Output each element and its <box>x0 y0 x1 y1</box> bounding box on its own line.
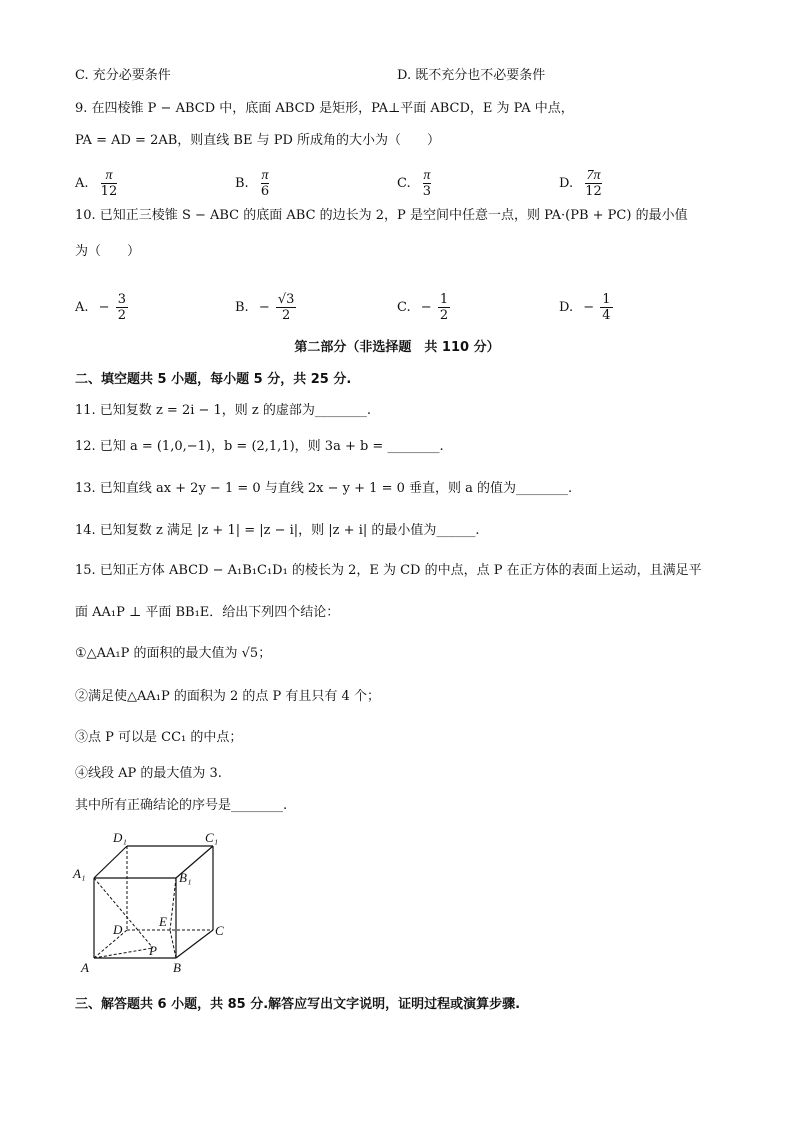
q9-option-d: D. $\frac{7\pi}{12}$ <box>559 168 602 199</box>
segment-a1-p <box>94 878 153 948</box>
edge-b-c <box>176 930 213 958</box>
q9-line2: PA = AD = 2AB，则直线 BE 与 PD 所成角的大小为（ ） <box>75 133 441 148</box>
q9-line1: 9. 在四棱锥 P − ABCD 中，底面 ABCD 是矩形，PA⊥平面 ABCD，E 为 PA 中点， <box>75 101 574 116</box>
label-d: D <box>113 922 123 937</box>
q9-option-b: B. $\frac{\pi}{6}$ <box>235 168 270 199</box>
fraction: $\frac{\pi}{12}$ <box>100 168 118 199</box>
q8-option-d: D. 既不充分也不必要条件 <box>397 68 546 83</box>
q11: 11. 已知复数 z = 2i − 1，则 z 的虚部为________. <box>75 403 372 418</box>
segment-a-p <box>94 948 153 958</box>
label-e: E <box>159 914 167 929</box>
q15-conclusion-2: ②满足使△AA₁P 的面积为 2 的点 P 有且只有 4 个； <box>75 689 380 704</box>
segment-b1-e <box>170 878 176 930</box>
label-a: A <box>81 960 89 975</box>
q15-conclusion-1: ①△AA₁P 的面积的最大值为 √5； <box>75 646 272 661</box>
label-d1: D₁ <box>113 830 127 845</box>
q10-option-d: D. − $\frac{1}{4}$ <box>559 292 611 323</box>
label-c: C <box>215 923 224 938</box>
fraction: $\frac{√3}{2}$ <box>277 292 295 323</box>
q10-line2: 为（ ） <box>75 244 141 259</box>
fraction: $\frac{1}{2}$ <box>439 292 449 323</box>
label-c1: C₁ <box>205 830 219 845</box>
cube-figure <box>65 822 245 982</box>
label-b: B <box>173 960 181 975</box>
q9-option-a: A. $\frac{\pi}{12}$ <box>75 168 118 199</box>
q15-conclusion-3: ③点 P 可以是 CC₁ 的中点； <box>75 730 243 745</box>
part2-title: 第二部分（非选择题 共 110 分） <box>294 340 500 355</box>
q14: 14. 已知复数 z 满足 |z + 1| = |z − i|，则 |z + i| 的最小值为______. <box>75 523 480 538</box>
segment-b-e <box>170 930 176 958</box>
q8-option-c: C. 充分必要条件 <box>75 68 171 83</box>
q12: 12. 已知 a = (1,0,−1)，b = (2,1,1)，则 3a + b = ________. <box>75 439 444 454</box>
q15-line2: 面 AA₁P ⊥ 平面 BB₁E．给出下列四个结论： <box>75 605 340 620</box>
fraction: $\frac{1}{4}$ <box>602 292 611 323</box>
edge-a1-d1 <box>94 846 127 878</box>
fraction: $\frac{\pi}{6}$ <box>260 168 270 199</box>
q9-option-c: C. $\frac{\pi}{3}$ <box>397 168 432 199</box>
label-a1: A₁ <box>73 866 86 881</box>
q10-option-c: C. − $\frac{1}{2}$ <box>397 292 449 323</box>
fraction: $\frac{3}{2}$ <box>117 292 126 323</box>
q15-ask: 其中所有正确结论的序号是________. <box>75 798 288 813</box>
label-b1: B₁ <box>179 870 192 885</box>
label-p: P <box>149 943 157 958</box>
section3-heading: 三、解答题共 6 小题，共 85 分.解答应写出文字说明，证明过程或演算步骤. <box>75 997 521 1012</box>
fraction: $\frac{\pi}{3}$ <box>422 168 432 199</box>
q15-line1: 15. 已知正方体 ABCD − A₁B₁C₁D₁ 的棱长为 2，E 为 CD 的中点，点 P 在正方体的表面上运动，且满足平 <box>75 563 702 578</box>
q10-option-b: B. − $\frac{√3}{2}$ <box>235 292 295 323</box>
q10-line1: 10. 已知正三棱锥 S − ABC 的底面 ABC 的边长为 2，P 是空间中任意一点，则 PA·(PB + PC) 的最小值 <box>75 208 688 223</box>
section2-heading: 二、填空题共 5 小题，每小题 5 分，共 25 分. <box>75 372 352 387</box>
q13: 13. 已知直线 ax + 2y − 1 = 0 与直线 2x − y + 1 = 0 垂直，则 a 的值为________. <box>75 481 573 496</box>
fraction: $\frac{7\pi}{12}$ <box>585 168 602 199</box>
q15-conclusion-4: ④线段 AP 的最大值为 3. <box>75 766 222 781</box>
q10-option-a: A. − $\frac{3}{2}$ <box>75 292 126 323</box>
